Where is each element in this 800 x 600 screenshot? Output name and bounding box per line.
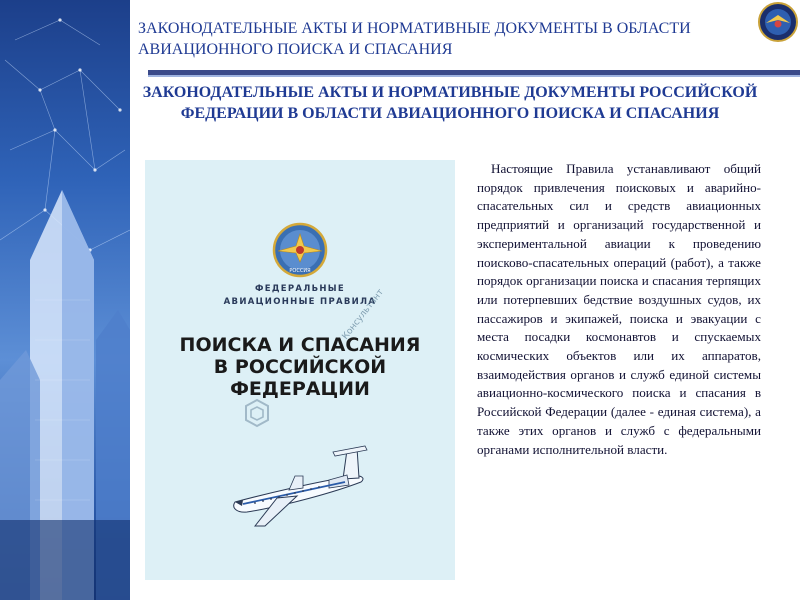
book-title-line: В РОССИЙСКОЙ bbox=[213, 356, 387, 378]
header-title: ЗАКОНОДАТЕЛЬНЫЕ АКТЫ И НОРМАТИВНЫЕ ДОКУМЕНТЫ В ОБЛАСТИ АВИАЦИОННОГО ПОИСКА И СПАСАНИЯ bbox=[138, 20, 691, 58]
watermark-text: Консультант bbox=[340, 287, 387, 342]
airplane-illustration bbox=[225, 440, 375, 530]
city-network-graphic bbox=[0, 0, 130, 600]
emblem-logo-icon bbox=[758, 2, 798, 42]
watermark-logo-icon bbox=[240, 396, 274, 430]
aviation-emblem-icon bbox=[272, 222, 328, 278]
decorative-side-panel bbox=[0, 0, 130, 600]
book-series bbox=[145, 283, 455, 309]
slide-heading: ЗАКОНОДАТЕЛЬНЫЕ АКТЫ И НОРМАТИВНЫЕ ДОКУМЕНТЫ РОССИЙСКОЙ ФЕДЕРАЦИИ В ОБЛАСТИ АВИАЦИОННОГО ПОИСКА И СПАСАНИЯ bbox=[142, 84, 758, 122]
emblem-caption: РОССИЯ bbox=[289, 268, 311, 274]
book-title bbox=[145, 334, 455, 400]
header-divider-highlight bbox=[148, 75, 800, 77]
book-series-line: ФЕДЕРАЛЬНЫЕ bbox=[255, 284, 345, 294]
body-paragraph: Настоящие Правила устанавливают общий порядок привлечения поисковых и аварийно-спасательных сил и средств авиационных предприятий и организаций государственной и экспериментальной авиации к проведению поисково-спасательных операций (работ), а также порядок организации поиска и спасания терпящих или потерпевших бедствие воздушных судов, их пассажиров и экипажей, поиска и эвакуации с места посадки космонавтов и спускаемых космических объектов или их аппаратов, взаимодействия органов и служб единой системы авиационно-космического поиска и спасания в Российской Федерации (далее - единая система), а также этих органов и служб с федеральными органами исполнительной власти. bbox=[477, 161, 761, 457]
book-series-line: АВИАЦИОННЫЕ ПРАВИЛА bbox=[223, 297, 377, 307]
book-cover-image bbox=[145, 160, 455, 580]
book-title-line: ПОИСКА И СПАСАНИЯ bbox=[179, 334, 421, 356]
book-title-line: ФЕДЕРАЦИИ bbox=[230, 378, 370, 400]
